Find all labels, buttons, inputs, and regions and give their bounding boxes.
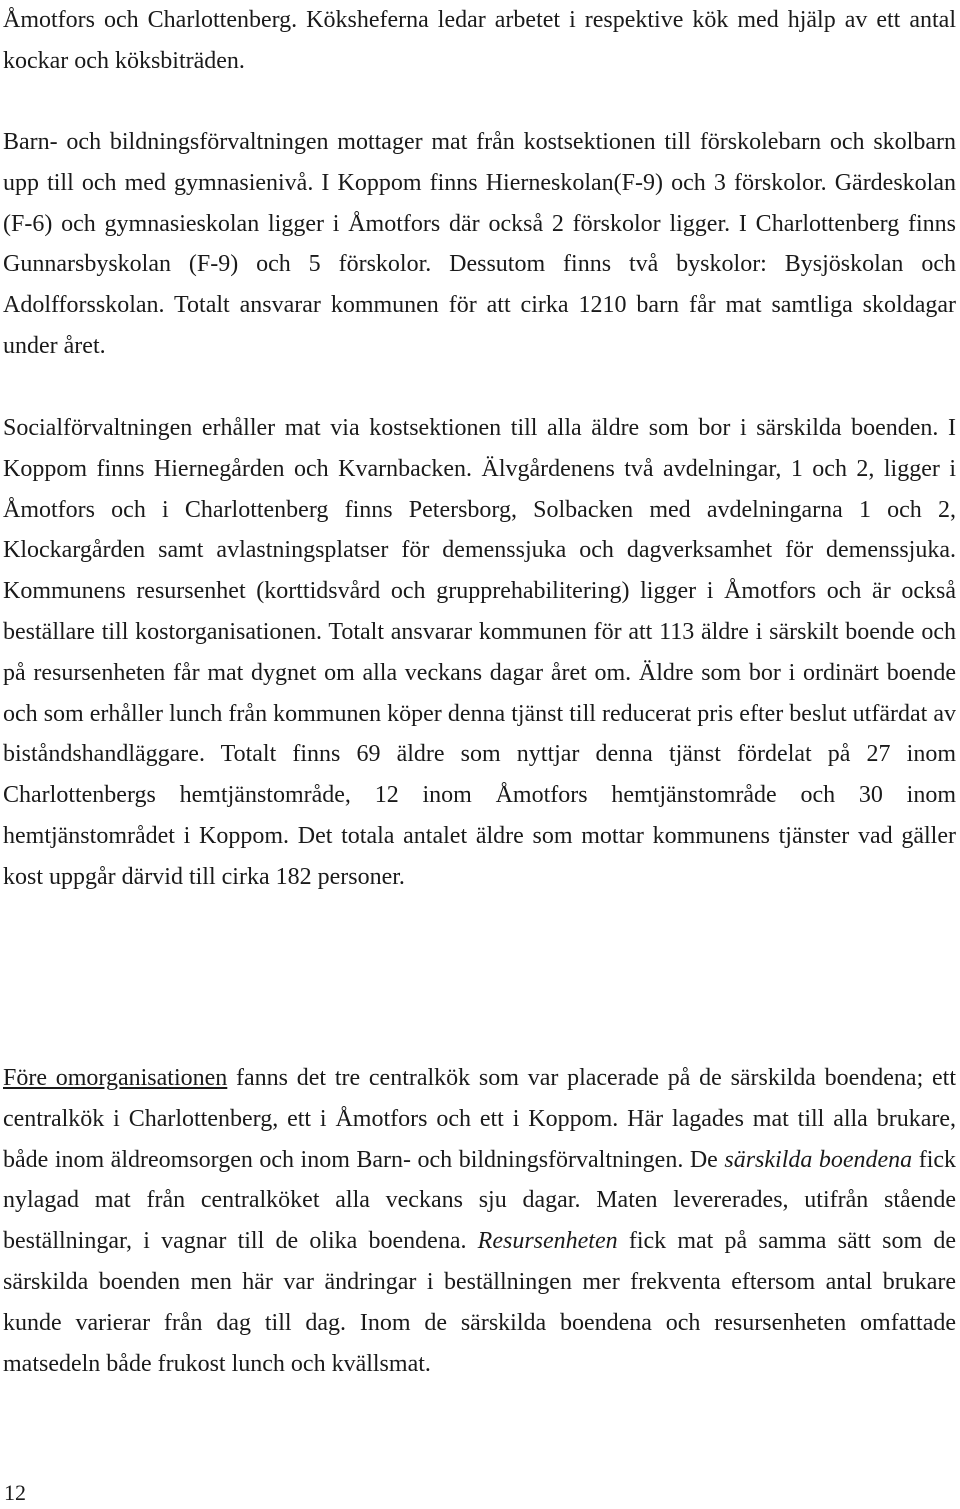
underlined-lead: Före omorganisationen <box>3 1065 228 1091</box>
paragraph-kitchens: Åmotfors och Charlottenberg. Köksheferna ledar arbetet i respektive kök med hjälp av ett antal kockar och köksbiträden. <box>3 7 956 74</box>
paragraph-before-reorganisation <box>3 1058 956 1384</box>
text-segment-a: fanns det tre centralkök som var placerade på de särskilda boendena; ett centralkök i Charlottenberg, ett i Åmotfors och ett i Koppom. Här lagades mat till alla brukare, både inom äldreomsorgen och inom Barn- och bildningsförvaltningen. De <box>3 1065 956 1173</box>
text-segment-c: fick mat på samma sätt som de särskilda boenden men här var ändringar i beställningen mer frekventa eftersom antal brukare kunde varierar från dag till dag. Inom de särskilda boendena och resursenheten omfattade matsedeln både frukost lunch och kvällsmat. <box>3 1228 957 1377</box>
paragraph-schools: Barn- och bildningsförvaltningen mottager mat från kostsektionen till förskolebarn och skolbarn upp till och med gymnasienivå. I Koppom finns Hierneskolan(F-9) och 3 förskolor. Gärdeskolan (F-6) och gymnasieskolan ligger i Åmotfors där också 2 förskolor ligger. I Charlottenberg finns Gunnarsbyskolan (F-9) och 5 förskolor. Dessutom finns två byskolor: Bysjöskolan och Adolfforsskolan. Totalt ansvarar kommunen för att cirka 1210 barn får mat samtliga skoldagar under året. <box>3 129 956 359</box>
page-number: 12 <box>4 1480 26 1505</box>
italic-term-resource-unit: Resursenheten <box>477 1228 618 1255</box>
italic-term-special-housing: särskilda boendena <box>724 1146 913 1173</box>
paragraph-elderly-care: Socialförvaltningen erhåller mat via kostsektionen till alla äldre som bor i särskilda boenden. I Koppom finns Hiernegården och Kvarnbacken. Älvgårdenens två avdelningar, 1 och 2, ligger i Åmotfors och i Charlottenberg finns Petersborg, Solbacken med avdelningarna 1 och 2, Klockargården samt avlastningsplatser för demenssjuka och dagverksamhet för demenssjuka. Kommunens resursenhet (korttidsvård och grupprehabilitering) ligger i Åmotfors och är också beställare till kostorganisationen. Totalt ansvarar kommunen för att 113 äldre i särskilt boende och på resursenheten får mat dygnet om alla veckans dagar året om. Äldre som bor i ordinärt boende och som erhåller lunch från kommunen köper denna tjänst till reducerat pris efter beslut utfärdat av biståndshandläggare. Totalt finns 69 äldre som nyttjar denna tjänst fördelat på 27 inom Charlottenbergs hemtjänstområde, 12 inom Åmotfors hemtjänstområde och 30 inom hemtjänstområdet i Koppom. Det totala antalet äldre som mottar kommunens tjänster vad gäller kost uppgår därvid till cirka 182 personer. <box>3 415 956 890</box>
text-segment-b: fick nylagad mat från centralköket alla veckans sju dagar. Maten levererades, utifrån stående beställningar, i vagnar till de olika boendena. <box>3 1146 957 1255</box>
